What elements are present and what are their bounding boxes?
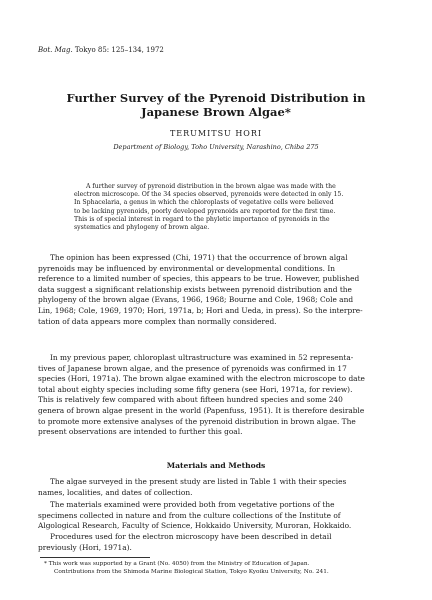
- abstract-line: A further survey of pyrenoid distribution in the brown algae was made with the: [86, 183, 336, 190]
- article-title-line-1: Further Survey of the Pyrenoid Distribution in: [66, 91, 366, 105]
- abstract-line: to be lacking pyrenoids, poorly developed pyrenoids are reported for the first time.: [74, 207, 336, 215]
- article-title-line-2: Japanese Brown Algae*: [141, 105, 291, 119]
- footnote-grant: * This work was supported by a Grant (No. 4050) from the Ministry of Education of Japan.: [44, 561, 310, 567]
- intro-paragraph-1: [38, 253, 400, 327]
- body-line: In my previous paper, chloroplast ultrastructure was examined in 52 representa-: [50, 353, 354, 362]
- intro-paragraph-2: [38, 353, 400, 438]
- body-line: phylogeny of the brown algae (Evans, 1966, 1968; Bourne and Cole, 1968; Cole and: [38, 295, 354, 305]
- body-line: specimens collected in nature and from the culture collections of the Institute of: [38, 510, 341, 520]
- body-line: This is relatively few compared with about fifteen hundred species and some 240: [38, 395, 343, 405]
- body-line: Procedures used for the electron microscopy have been described in detail: [50, 532, 332, 541]
- abstract-line: systematics and phylogeny of brown algae.: [74, 224, 210, 232]
- abstract-line: This is of special interest in regard to the phyletic importance of pyrenoids in the: [74, 215, 330, 223]
- body-line: The materials examined were provided both from vegetative portions of the: [50, 500, 335, 509]
- body-line: names, localities, and dates of collection.: [38, 487, 193, 497]
- body-line: species (Hori, 1971a). The brown algae examined with the electron microscope to date: [38, 374, 365, 384]
- body-line: reference to a limited number of species, this appears to be true. However, published: [38, 274, 360, 284]
- body-line: total about eighty species including some fifty genera (see Hori, 1971a, for review).: [38, 384, 353, 394]
- body-line: Lin, 1968; Cole, 1969, 1970; Hori, 1971a, b; Hori and Ueda, in press). So the interpre-: [38, 305, 363, 315]
- author-affiliation: Department of Biology, Toho University, Narashino, Chiba 275: [113, 143, 319, 151]
- body-line: data suggest a significant relationship exists between pyrenoid distribution and the: [38, 284, 352, 294]
- body-line: The opinion has been expressed (Chi, 1971) that the occurrence of brown algal: [50, 253, 348, 262]
- body-line: tives of Japanese brown algae, and the presence of pyrenoids was confirmed in 17: [38, 363, 347, 373]
- methods-paragraph-2: [38, 500, 400, 532]
- section-heading-materials-methods: Materials and Methods: [166, 461, 266, 470]
- body-line: genera of brown algae present in the world (Papenfuss, 1951). It is therefore desirable: [38, 405, 365, 415]
- body-line: tation of data appears more complex than normally considered.: [38, 316, 277, 326]
- body-line: pyrenoids may be influenced by environmental or developmental conditions. In: [38, 263, 336, 273]
- body-line: The algae surveyed in the present study are listed in Table 1 with their species: [50, 477, 347, 486]
- abstract-line: electron microscope. Of the 34 species observed, pyrenoids were detected in only 15.: [74, 191, 344, 199]
- body-line: Algological Research, Faculty of Science, Hokkaido University, Muroran, Hokkaido.: [38, 521, 352, 531]
- abstract: [74, 183, 362, 232]
- author-name: TERUMITSU HORI: [169, 129, 263, 138]
- journal-citation: [38, 46, 164, 54]
- methods-paragraph-1: [38, 477, 400, 498]
- footnote-divider: [40, 557, 150, 558]
- body-line: present observations are intended to further this goal.: [38, 427, 243, 437]
- body-line: to promote more extensive analyses of the pyrenoid distribution in brown algae. The: [38, 416, 356, 426]
- methods-paragraph-3: [38, 532, 400, 553]
- footnotes: [44, 560, 404, 576]
- journal-volume-pages: Tokyo 85: 125–134, 1972: [74, 46, 164, 54]
- body-line: previously (Hori, 1971a).: [38, 542, 132, 552]
- abstract-line: In Sphacelaria, a genus in which the chloroplasts of vegetative cells were believed: [74, 199, 334, 207]
- journal-name: Bot. Mag.: [38, 46, 73, 54]
- footnote-contribution: Contributions from the Shimoda Marine Biological Station, Tokyo Kyoiku University, No. 241.: [54, 569, 329, 575]
